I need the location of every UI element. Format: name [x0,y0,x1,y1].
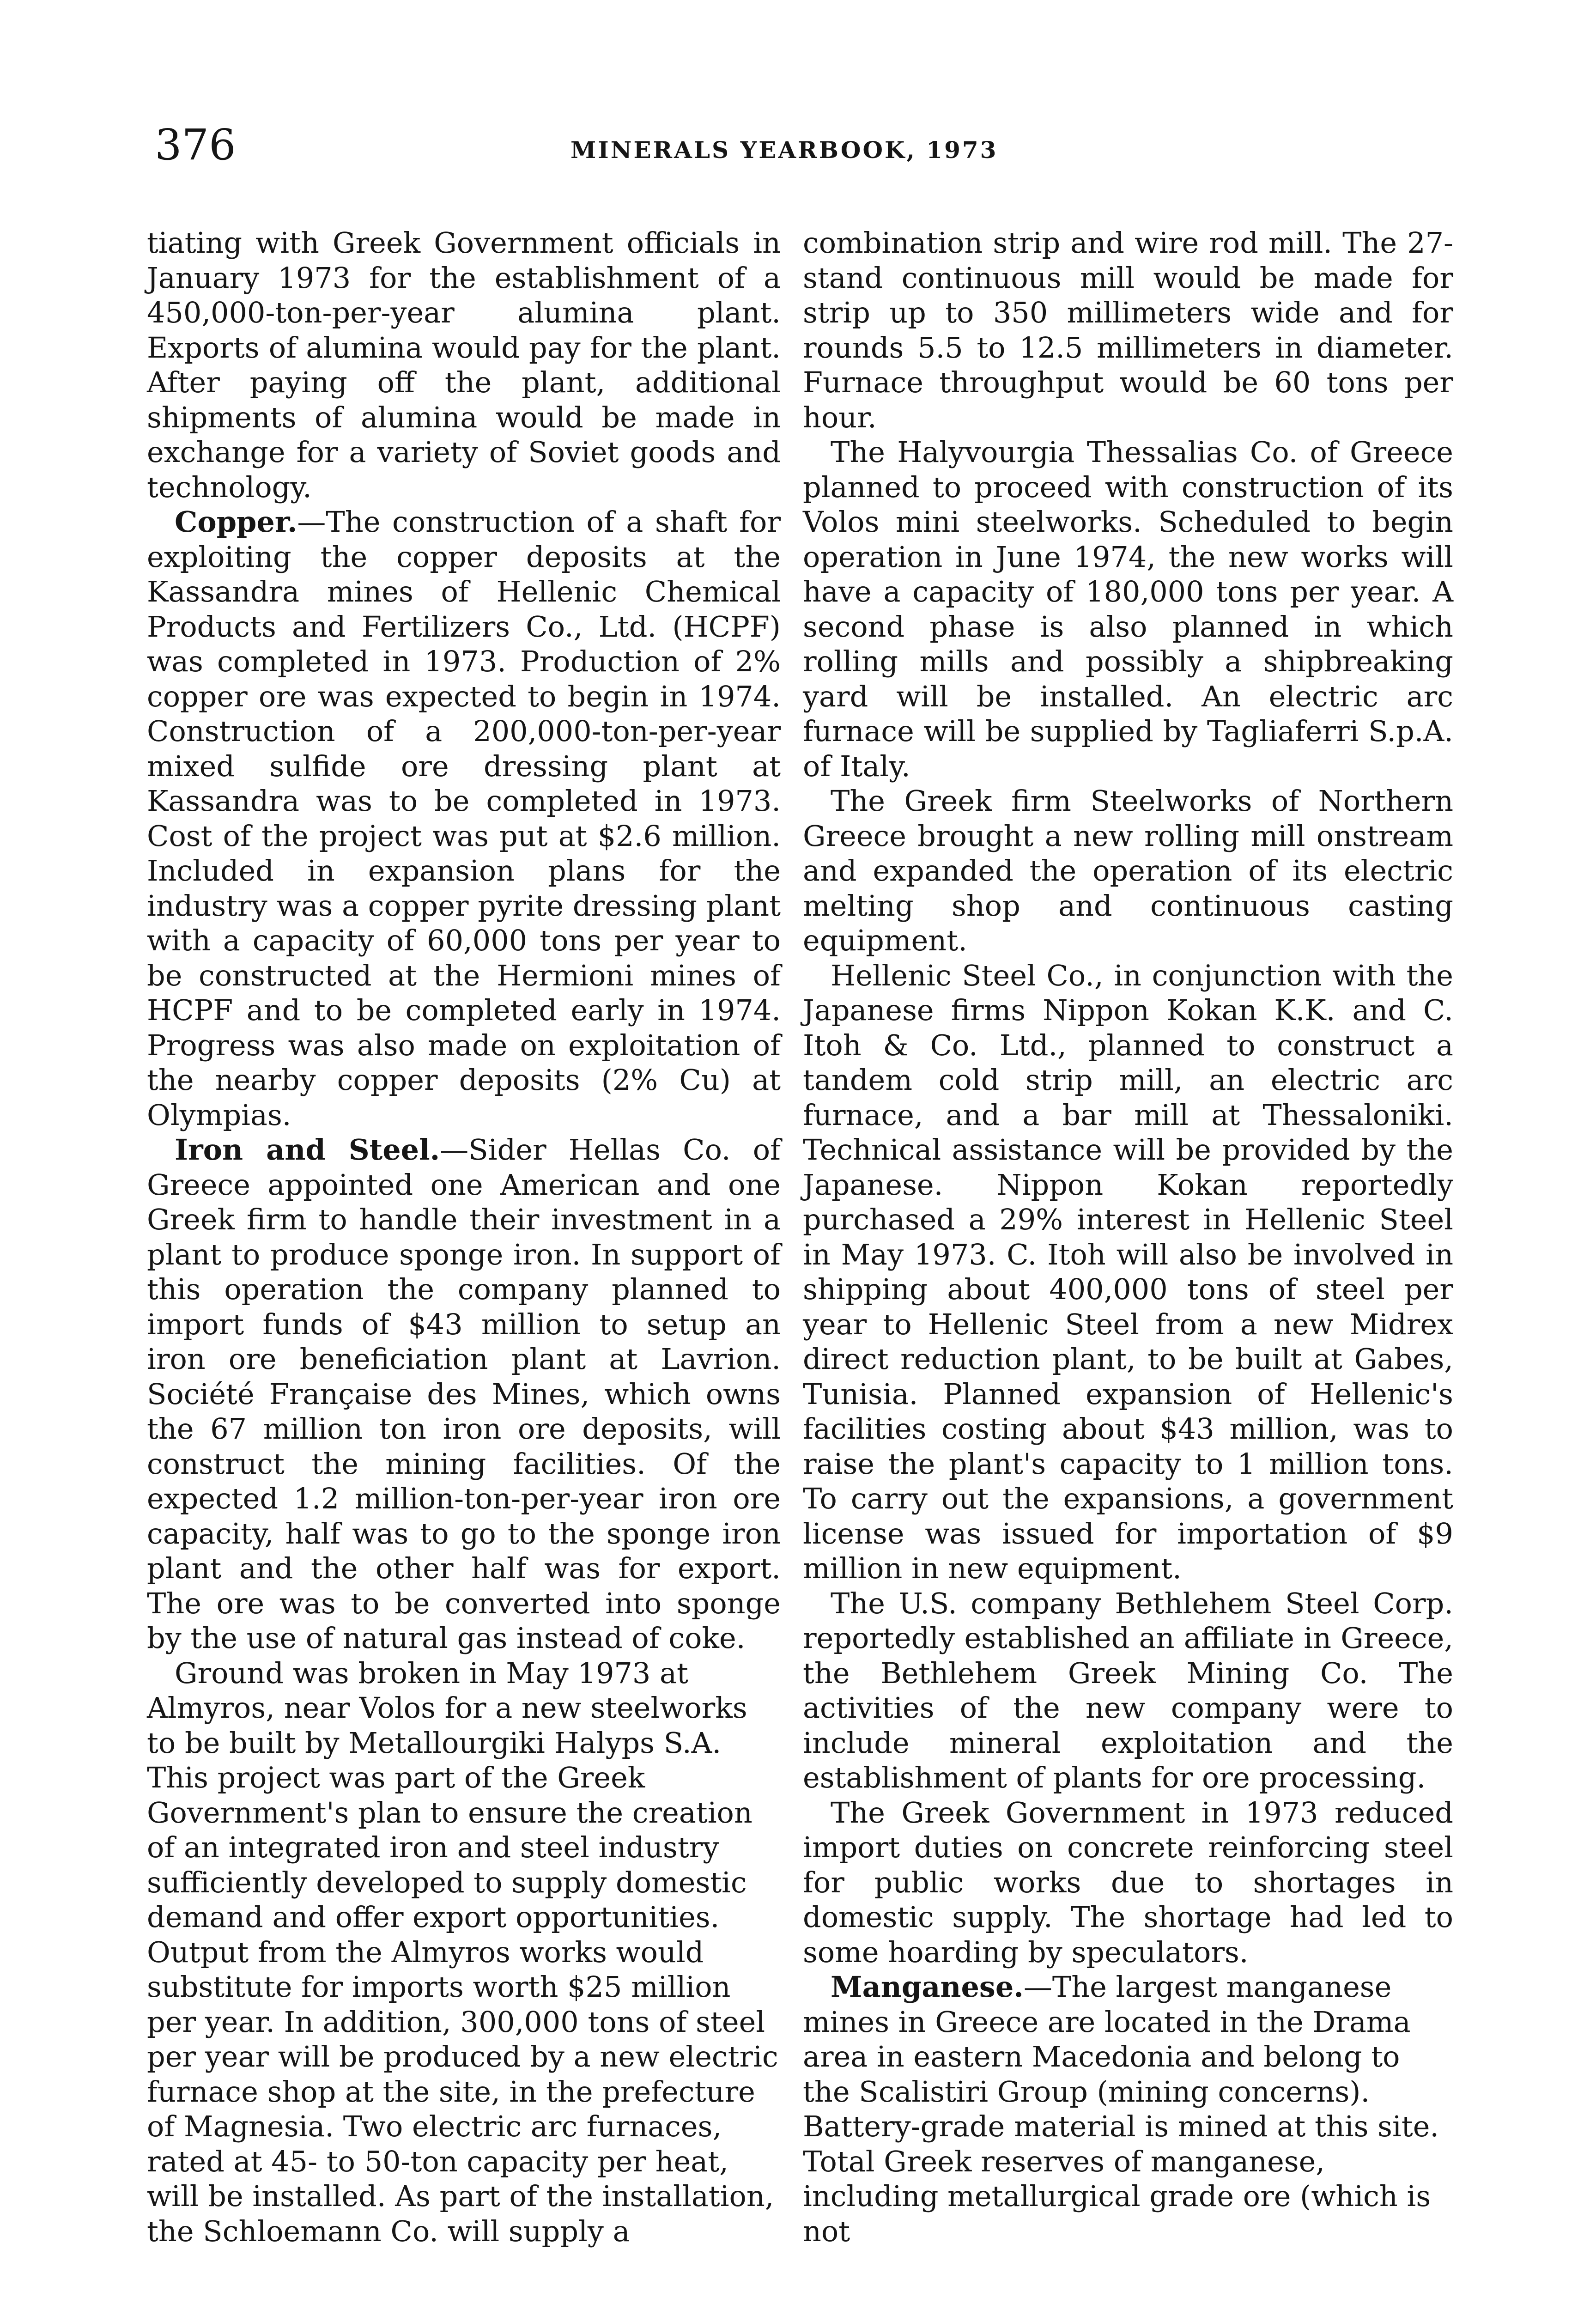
paragraph-iron-and-steel [147,1132,781,1656]
copper-text: —The construction of a shaft for exploiting the copper deposits at the Kassandra mines of Hellenic Chemical Products and Fertilizers Co., Ltd. (HCPF) was completed in 1973. Production of 2% copper ore was expected to begin in 1974. Construction of a 200,000-ton-per-year mixed sulfide ore dressing plant at Kassandra was to be completed in 1973. Cost of the project was put at $2.6 million. Included in expansion plans for the industry was a copper pyrite dressing plant with a capacity of 60,000 tons per year to be constructed at the Hermioni mines of HCPF and to be completed early in 1974. Progress was also made on exploitation of the nearby copper deposits (2% Cu) at Olympias. [147,505,781,1132]
section-heading-iron-and-steel: Iron and Steel. [175,1133,440,1167]
paragraph-strip-mill-continued: combination strip and wire rod mill. The 27-stand continuous mill would be made for strip up to 350 millimeters wide and for rounds 5.5 to 12.5 millimeters in diameter. Furnace throughput would be 60 tons per hour. [803,226,1453,434]
paragraph-hellenic-steel: Hellenic Steel Co., in conjunction with the Japanese firms Nippon Kokan K.K. and C. Itoh & Co. Ltd., planned to construct a tandem cold strip mill, an electric arc furnace, and a bar mill at Thessaloniki. Technical assistance will be provided by the Japanese. Nippon Kokan reportedly purchased a 29% interest in Hellenic Steel in May 1973. C. Itoh will also be involved in shipping about 400,000 tons of steel per year to Hellenic Steel from a new Midrex direct reduction plant, to be built at Gabes, Tunisia. Planned expansion of Hellenic's facilities costing about $43 million, was to raise the plant's capacity to 1 million tons. To carry out the expansions, a government license was issued for importation of $9 million in new equipment. [803,958,1453,1585]
paragraph-copper [147,505,781,1132]
paragraph-bethlehem: The U.S. company Bethlehem Steel Corp. reportedly established an affiliate in Greece, the Bethlehem Greek Mining Co. The activities of the new company were to include mineral exploitation and the establishment of plants for ore processing. [803,1586,1453,1794]
paragraph-alumina-continued: tiating with Greek Government officials in January 1973 for the establishment of a 450,000-ton-per-year alumina plant. Exports of alumina would pay for the plant. After paying off the plant, additional shipments of alumina would be made in exchange for a variety of Soviet goods and technology. [147,226,781,504]
section-heading-manganese: Manganese. [831,1970,1024,2004]
right-column [803,225,1453,2249]
manganese-text: —The largest manganese mines in Greece are located in the Drama area in eastern Macedonia and belong to the Scalistiri Group (mining concerns). Battery-grade material is mined at this site. Total Greek reserves of manganese, including metallurgical grade ore (which is not [803,1970,1439,2248]
running-title: MINERALS YEARBOOK, 1973 [570,136,998,164]
paragraph-manganese [803,1970,1453,2249]
iron-and-steel-text: —Sider Hellas Co. of Greece appointed one American and one Greek firm to handle their investment in a plant to produce sponge iron. In support of this operation the company planned to import funds of $43 million to setup an iron ore beneficiation plant at Lavrion. Société Française des Mines, which owns the 67 million ton iron ore deposits, will construct the mining facilities. Of the expected 1.2 million-ton-per-year iron ore capacity, half was to go to the sponge iron plant and the other half was for export. The ore was to be converted into sponge by the use of natural gas instead of coke. [147,1133,781,1655]
paragraph-steelworks-northern-greece: The Greek firm Steelworks of Northern Greece brought a new rolling mill onstream and expanded the operation of its electric melting shop and continuous casting equipment. [803,784,1453,957]
paragraph-import-duties: The Greek Government in 1973 reduced import duties on concrete reinforcing steel for public works due to shortages in domestic supply. The shortage had led to some hoarding by speculators. [803,1795,1453,1969]
paragraph-almyros: Ground was broken in May 1973 at Almyros, near Volos for a new steelworks to be built by Metallourgiki Halyps S.A. This project was part of the Greek Government's plan to ensure the creation of an integrated iron and steel industry sufficiently developed to supply domestic demand and offer export opportunities. Output from the Almyros works would substitute for imports worth $25 million per year. In addition, 300,000 tons of steel per year will be produced by a new electric furnace shop at the site, in the prefecture of Magnesia. Two electric arc furnaces, rated at 45- to 50-ton capacity per heat, will be installed. As part of the installation, the Schloemann Co. will supply a [147,1656,778,2248]
page-number: 376 [155,120,236,170]
paragraph-halyvourgia: The Halyvourgia Thessalias Co. of Greece planned to proceed with construction of its Volos mini steelworks. Scheduled to begin operation in June 1974, the new works will have a capacity of 180,000 tons per year. A second phase is also planned in which rolling mills and possibly a shipbreaking yard will be installed. An electric arc furnace will be supplied by Tagliaferri S.p.A. of Italy. [803,435,1453,783]
section-heading-copper: Copper. [175,505,297,539]
left-column [147,225,781,2249]
